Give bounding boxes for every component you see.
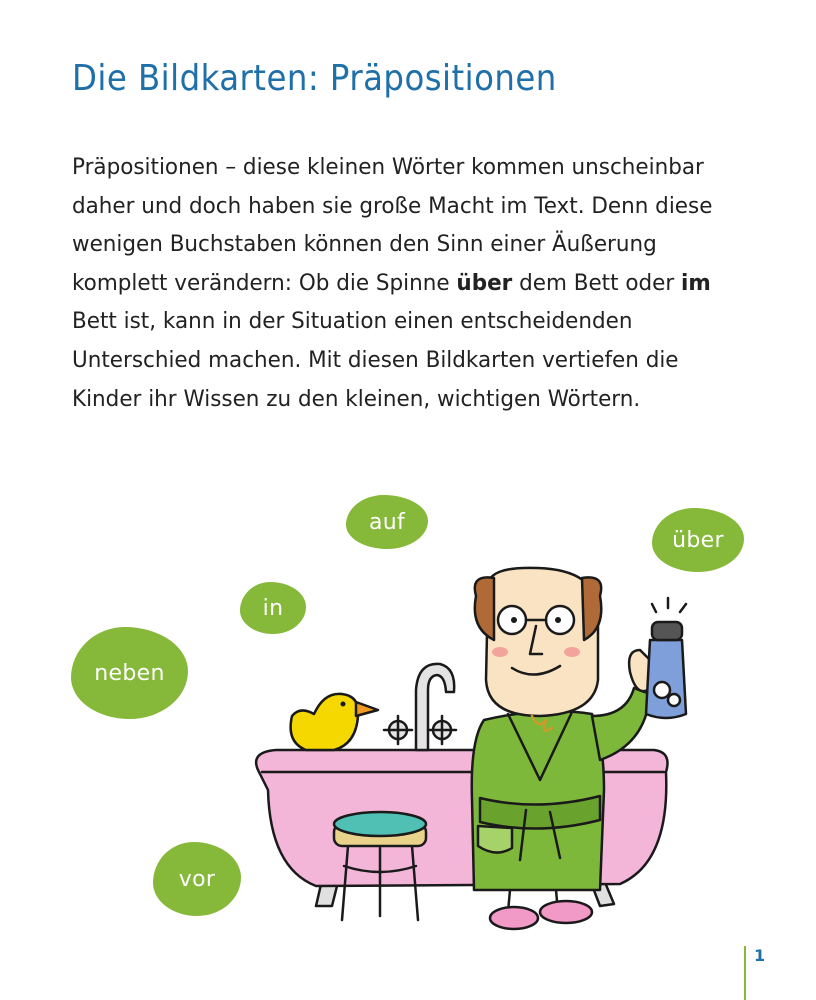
page-number: 1 <box>754 946 766 965</box>
faucet-icon <box>384 664 456 750</box>
page-title: Die Bildkarten: Präpositionen <box>72 58 557 99</box>
intro-text-3: Bett ist, kann in der Situation einen entscheidenden Unterschied machen. Mit diesen Bildkarten vertiefen die Kinder ihr Wissen zu den kleinen, wichtigen Wörtern. <box>72 308 679 412</box>
intro-bold-ueber: über <box>456 269 513 296</box>
intro-paragraph <box>72 148 731 418</box>
word-card-vor: vor <box>153 842 241 916</box>
rubber-duck-icon <box>291 694 378 750</box>
bathtub-icon <box>256 750 667 886</box>
intro-bold-im: im <box>681 269 711 296</box>
bottle-icon <box>646 598 686 718</box>
word-card-in: in <box>240 582 306 634</box>
word-card-ueber: über <box>652 508 744 572</box>
intro-text-1: Präpositionen – diese kleinen Wörter kommen unscheinbar daher und doch haben sie große Macht im Text. Denn diese wenigen Buchstaben können den Sinn einer Äußerung komplett verändern: Ob die Spinne <box>72 154 713 296</box>
word-card-neben: neben <box>71 627 188 719</box>
word-card-auf: auf <box>346 495 428 549</box>
page-number-rule <box>744 946 746 1000</box>
stool-icon <box>334 812 426 920</box>
slippers-icon <box>490 890 592 929</box>
intro-text-2: dem Bett oder <box>512 269 682 296</box>
bathroom-illustration <box>248 560 688 940</box>
